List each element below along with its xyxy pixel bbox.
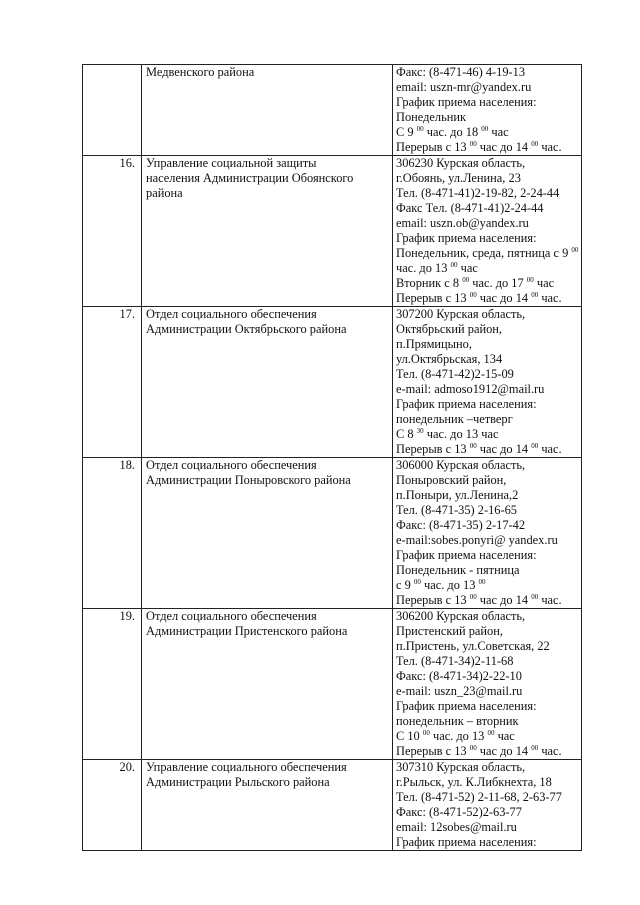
contact-info-line <box>396 578 581 593</box>
time-minutes-superscript: 00 <box>469 140 477 148</box>
contact-text: час до 14 <box>476 140 532 154</box>
contact-info-line: email: uszn.ob@yandex.ru <box>396 216 529 230</box>
organization-name-line: Администрации Пристенского района <box>146 624 348 638</box>
contact-info-line <box>396 744 581 759</box>
contact-info-line: Факс Тел. (8-471-41)2-24-44 <box>396 201 544 215</box>
organization-name-line: Медвенского района <box>146 65 255 79</box>
table-row <box>83 307 582 458</box>
table-row <box>83 156 582 307</box>
contact-text: час. <box>538 140 562 154</box>
offices-table <box>82 64 582 851</box>
contact-info-line: 306230 Курская область, <box>396 156 526 170</box>
time-minutes-superscript: 00 <box>531 744 539 752</box>
contact-info-line: e-mail: uszn_23@mail.ru <box>396 684 523 698</box>
contact-info-line: г.Обоянь, ул.Ленина, 23 <box>396 171 521 185</box>
row-number <box>83 65 142 156</box>
contact-info-line: График приема населения: <box>396 835 537 849</box>
time-minutes-superscript: 30 <box>416 427 424 435</box>
contact-text: Перерыв с 13 <box>396 140 470 154</box>
time-minutes-superscript: 00 <box>487 729 495 737</box>
time-minutes-superscript: 00 <box>469 744 477 752</box>
contact-info-line: Поныровский район, <box>396 473 507 487</box>
contact-info-line: Тел. (8-471-35) 2-16-65 <box>396 503 517 517</box>
contact-info-cell <box>393 307 582 458</box>
contact-info-line: Пристенский район, <box>396 624 503 638</box>
organization-name-line: Управление социального обеспечения <box>146 760 347 774</box>
contact-info-cell <box>393 760 582 851</box>
organization-name-line: Администрации Октябрьского района <box>146 322 347 336</box>
contact-info-line: e-mail: admoso1912@mail.ru <box>396 382 545 396</box>
contact-info-line: График приема населения: <box>396 548 537 562</box>
contact-info-line <box>396 729 581 744</box>
contact-info-line: Тел. (8-471-42)2-15-09 <box>396 367 514 381</box>
table-row <box>83 609 582 760</box>
contact-info-line: Октябрьский район, <box>396 322 503 336</box>
organization-name-cell <box>142 609 393 760</box>
contact-info-line: 307200 Курская область, <box>396 307 526 321</box>
time-minutes-superscript: 00 <box>462 276 470 284</box>
contact-info-line: График приема населения: <box>396 95 537 109</box>
time-minutes-superscript: 00 <box>531 140 539 148</box>
contact-text: С 8 <box>396 427 417 441</box>
contact-info-line: 306000 Курская область, <box>396 458 526 472</box>
organization-name-cell <box>142 307 393 458</box>
contact-info-line: понедельник – вторник <box>396 714 519 728</box>
contact-text: час до 14 <box>476 291 532 305</box>
table-row <box>83 458 582 609</box>
contact-info-cell <box>393 65 582 156</box>
contact-info-line: График приема населения: <box>396 699 537 713</box>
contact-info-line: п.Поныри, ул.Ленина,2 <box>396 488 519 502</box>
row-number: 17. <box>83 307 142 458</box>
organization-name-cell <box>142 65 393 156</box>
time-minutes-superscript: 00 <box>571 246 579 254</box>
organization-name-cell <box>142 458 393 609</box>
organization-name-line: Администрации Рыльского района <box>146 775 330 789</box>
organization-name-line: Отдел социального обеспечения <box>146 307 317 321</box>
contact-info-line <box>396 246 581 261</box>
contact-info-line: Факс: (8-471-34)2-22-10 <box>396 669 522 683</box>
contact-info-line <box>396 140 581 155</box>
row-number: 18. <box>83 458 142 609</box>
contact-info-line <box>396 442 581 457</box>
time-minutes-superscript: 00 <box>531 593 539 601</box>
time-minutes-superscript: 00 <box>526 276 534 284</box>
time-minutes-superscript: 00 <box>478 578 486 586</box>
row-number: 16. <box>83 156 142 307</box>
row-number: 20. <box>83 760 142 851</box>
contact-info-line: 306200 Курская область, <box>396 609 526 623</box>
contact-text: Перерыв с 13 <box>396 291 470 305</box>
contact-text: час. <box>538 744 562 758</box>
contact-info-line <box>396 125 581 140</box>
contact-info-line: 307310 Курская область, <box>396 760 526 774</box>
contact-info-line: Факс: (8-471-52)2-63-77 <box>396 805 522 819</box>
contact-info-line <box>396 427 581 442</box>
contact-info-line: ул.Октябрьская, 134 <box>396 352 503 366</box>
time-minutes-superscript: 00 <box>531 442 539 450</box>
contact-text: Перерыв с 13 <box>396 744 470 758</box>
contact-text: час <box>533 276 555 290</box>
contact-text: час. до 13 <box>429 729 488 743</box>
contact-text: Перерыв с 13 <box>396 442 470 456</box>
table-row <box>83 760 582 851</box>
contact-info-line <box>396 276 581 291</box>
contact-info-line <box>396 261 581 276</box>
time-minutes-superscript: 00 <box>422 729 430 737</box>
time-minutes-superscript: 00 <box>531 291 539 299</box>
contact-text: час. <box>538 593 562 607</box>
contact-text: час <box>488 125 509 139</box>
contact-text: час до 14 <box>476 744 532 758</box>
contact-text: час до 14 <box>476 442 532 456</box>
contact-info-line <box>396 593 581 608</box>
contact-info-line: Понедельник - пятница <box>396 563 520 577</box>
contact-text: час <box>457 261 478 275</box>
contact-text: С 9 <box>396 125 417 139</box>
organization-name-cell <box>142 156 393 307</box>
contact-info-line: Факс: (8-471-46) 4-19-13 <box>396 65 526 79</box>
contact-text: час. до 18 <box>423 125 482 139</box>
time-minutes-superscript: 00 <box>469 291 477 299</box>
time-minutes-superscript: 00 <box>413 578 421 586</box>
organization-name-line: Отдел социального обеспечения <box>146 609 317 623</box>
contact-info-line: понедельник –четверг <box>396 412 513 426</box>
contact-info-line: email: 12sobes@mail.ru <box>396 820 517 834</box>
contact-text: Понедельник, среда, пятница с 9 <box>396 246 572 260</box>
time-minutes-superscript: 00 <box>481 125 489 133</box>
time-minutes-superscript: 00 <box>469 442 477 450</box>
contact-info-line: Тел. (8-471-41)2-19-82, 2-24-44 <box>396 186 560 200</box>
organization-name-line: населения Администрации Обоянского <box>146 171 354 185</box>
contact-info-line: email: uszn-mr@yandex.ru <box>396 80 532 94</box>
contact-info-line: Факс: (8-471-35) 2-17-42 <box>396 518 526 532</box>
organization-name-line: Отдел социального обеспечения <box>146 458 317 472</box>
contact-info-line: Понедельник <box>396 110 467 124</box>
contact-text: с 9 <box>396 578 414 592</box>
contact-info-line: График приема населения: <box>396 397 537 411</box>
contact-text: час <box>494 729 515 743</box>
time-minutes-superscript: 00 <box>416 125 424 133</box>
organization-name-line: района <box>146 186 183 200</box>
contact-text: С 10 <box>396 729 423 743</box>
contact-text: Вторник с 8 <box>396 276 463 290</box>
contact-info-cell <box>393 609 582 760</box>
contact-text: Перерыв с 13 <box>396 593 470 607</box>
organization-name-cell <box>142 760 393 851</box>
offices-table-body <box>83 65 582 851</box>
contact-text: час. до 13 <box>420 578 479 592</box>
table-row <box>83 65 582 156</box>
organization-name-line: Управление социальной защиты <box>146 156 317 170</box>
contact-text: час. <box>538 442 562 456</box>
contact-text: час. <box>538 291 562 305</box>
contact-text: час. до 13 час <box>423 427 499 441</box>
contact-text: час. до 13 <box>396 261 451 275</box>
organization-name-line: Администрации Поныровского района <box>146 473 351 487</box>
contact-info-line <box>396 291 581 306</box>
contact-info-line: e-mail:sobes.ponyri@ yandex.ru <box>396 533 558 547</box>
contact-info-line: Тел. (8-471-34)2-11-68 <box>396 654 514 668</box>
contact-text: час. до 17 <box>469 276 527 290</box>
time-minutes-superscript: 00 <box>450 261 458 269</box>
contact-info-line: Тел. (8-471-52) 2-11-68, 2-63-77 <box>396 790 562 804</box>
contact-info-cell <box>393 458 582 609</box>
time-minutes-superscript: 00 <box>469 593 477 601</box>
contact-info-cell <box>393 156 582 307</box>
contact-info-line: График приема населения: <box>396 231 537 245</box>
contact-info-line: п.Пристень, ул.Советская, 22 <box>396 639 550 653</box>
contact-text: час до 14 <box>476 593 532 607</box>
row-number: 19. <box>83 609 142 760</box>
contact-info-line: п.Прямицыно, <box>396 337 472 351</box>
contact-info-line: г.Рыльск, ул. К.Либкнехта, 18 <box>396 775 552 789</box>
